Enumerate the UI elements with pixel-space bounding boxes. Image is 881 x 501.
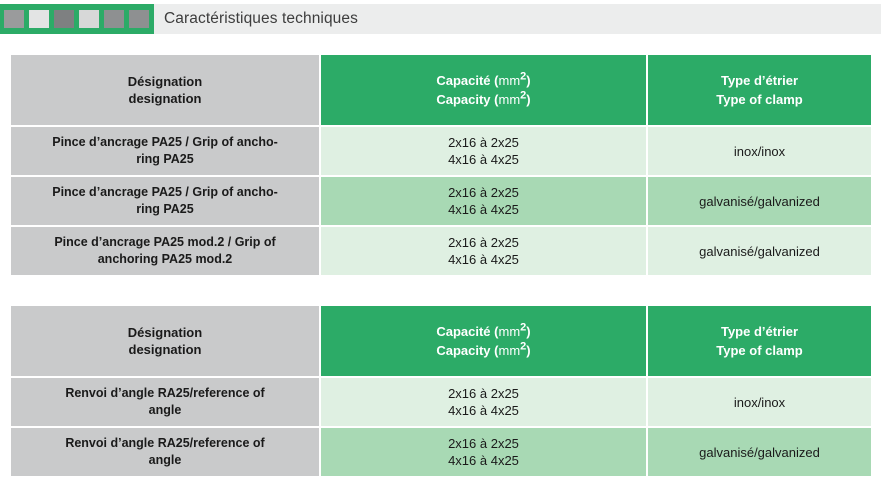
cell-designation [10, 126, 320, 176]
capacity-line-1: 2x16 à 2x25 [448, 386, 519, 401]
column-header-designation-en: designation [128, 342, 202, 357]
column-header-designation [10, 305, 320, 377]
capacity-line-1: 2x16 à 2x25 [448, 235, 519, 250]
capacity-unit-fr: mm [498, 324, 521, 339]
column-header-designation-fr: Désignation [127, 325, 203, 340]
color-swatch-1 [4, 10, 24, 28]
column-header-clamp-type [647, 54, 872, 126]
capacity-line-1: 2x16 à 2x25 [448, 135, 519, 150]
column-header-capacity [320, 54, 647, 126]
document-page [0, 4, 881, 501]
capacity-line-2: 4x16 à 4x25 [448, 202, 519, 217]
column-header-capacity-fr: Capacité $(mm^2)$ [436, 70, 531, 88]
specs-table-anchoring-grips [9, 53, 873, 277]
color-swatch-4 [79, 10, 99, 28]
column-header-designation-en: designation [128, 91, 202, 106]
capacity-line-2: 4x16 à 4x25 [448, 403, 519, 418]
color-swatch-2 [29, 10, 49, 28]
column-header-designation [10, 54, 320, 126]
capacity-unit-en: mm [498, 92, 521, 107]
capacity-exponent-en: 2 [520, 340, 527, 353]
cell-designation [10, 427, 320, 477]
designation-line-2: angle [148, 403, 182, 417]
section-header-band [0, 4, 881, 34]
cell-clamp-type: galvanisé/galvanized [647, 176, 872, 226]
capacity-label-en: Capacity [436, 343, 495, 358]
cell-clamp-type: galvanisé/galvanized [647, 427, 872, 477]
table-row [10, 427, 872, 477]
column-header-designation-fr: Désignation [127, 74, 203, 89]
column-header-clamp-type-en: Type of clamp [716, 343, 803, 358]
color-swatch-3 [54, 10, 74, 28]
capacity-line-1: 2x16 à 2x25 [448, 436, 519, 451]
cell-capacity [320, 427, 647, 477]
column-header-clamp-type-en: Type of clamp [716, 92, 803, 107]
capacity-exponent-fr: 2 [520, 321, 527, 334]
column-header-capacity [320, 305, 647, 377]
cell-clamp-type: inox/inox [647, 126, 872, 176]
designation-line-2: anchoring PA25 mod.2 [97, 252, 233, 266]
table-row [10, 377, 872, 427]
column-header-capacity-fr: Capacité $(mm^2)$ [436, 321, 531, 339]
table-header-row [10, 305, 872, 377]
capacity-line-2: 4x16 à 4x25 [448, 152, 519, 167]
capacity-unit-en: mm [498, 343, 521, 358]
capacity-line-2: 4x16 à 4x25 [448, 252, 519, 267]
capacity-label-fr: Capacité [436, 324, 495, 339]
capacity-exponent-en: 2 [520, 89, 527, 102]
cell-designation [10, 226, 320, 276]
cell-capacity [320, 377, 647, 427]
table-row [10, 126, 872, 176]
column-header-capacity-en: Capacity $(mm^2)$ [436, 89, 531, 107]
designation-line-1: Pince d’ancrage PA25 mod.2 / Grip of [54, 235, 276, 249]
column-header-clamp-type [647, 305, 872, 377]
color-swatch-group [0, 4, 154, 34]
capacity-unit-fr: mm [498, 73, 521, 88]
column-header-clamp-type-fr: Type d’étrier [720, 324, 799, 339]
column-header-capacity-en: Capacity $(mm^2)$ [436, 340, 531, 358]
designation-line-2: ring PA25 [136, 152, 194, 166]
specs-table-angle-reference [9, 304, 873, 478]
cell-clamp-type: galvanisé/galvanized [647, 226, 872, 276]
cell-designation [10, 176, 320, 226]
table-header-row [10, 54, 872, 126]
designation-line-1: Renvoi d’angle RA25/reference of [65, 386, 265, 400]
cell-capacity [320, 126, 647, 176]
cell-clamp-type: inox/inox [647, 377, 872, 427]
capacity-line-1: 2x16 à 2x25 [448, 185, 519, 200]
column-header-clamp-type-fr: Type d’étrier [720, 73, 799, 88]
cell-capacity [320, 176, 647, 226]
designation-line-2: ring PA25 [136, 202, 194, 216]
capacity-label-fr: Capacité [436, 73, 495, 88]
cell-designation [10, 377, 320, 427]
designation-line-2: angle [148, 453, 182, 467]
table-row [10, 176, 872, 226]
designation-line-1: Pince d’ancrage PA25 / Grip of ancho- [52, 185, 278, 199]
color-swatch-6 [129, 10, 149, 28]
capacity-exponent-fr: 2 [520, 70, 527, 83]
cell-capacity [320, 226, 647, 276]
capacity-label-en: Capacity [436, 92, 495, 107]
color-swatch-5 [104, 10, 124, 28]
capacity-line-2: 4x16 à 4x25 [448, 453, 519, 468]
designation-line-1: Pince d’ancrage PA25 / Grip of ancho- [52, 135, 278, 149]
designation-line-1: Renvoi d’angle RA25/reference of [65, 436, 265, 450]
table-row [10, 226, 872, 276]
section-title: Caractéristiques techniques [164, 10, 358, 27]
